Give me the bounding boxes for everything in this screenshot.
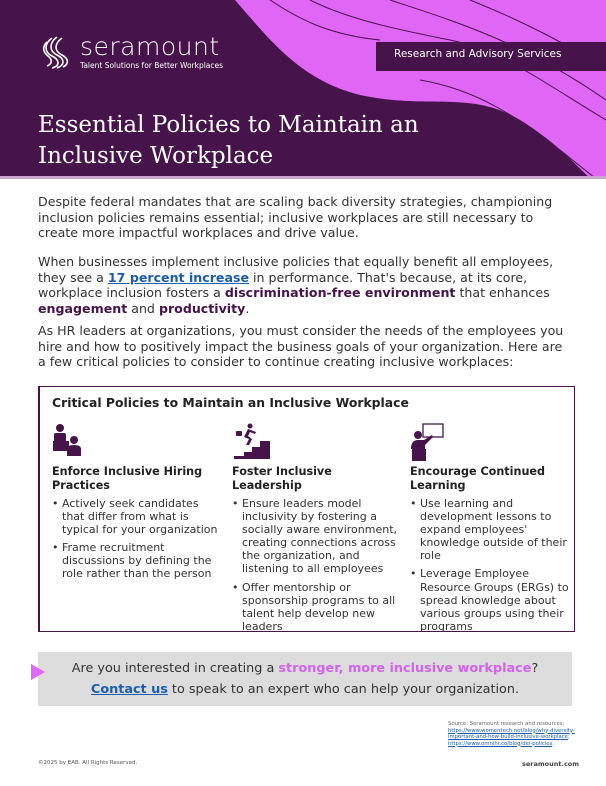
- text: ?: [531, 661, 539, 676]
- site-url: seramount.com: [522, 760, 580, 768]
- logo-mark-icon: [38, 34, 74, 70]
- source-link-1[interactable]: https://www.womentech.net/blog/why-diversity-important-and-how-build-inclusive-workplace: [448, 727, 575, 740]
- cta-line-1: [38, 658, 572, 679]
- stairs-climb-icon: [232, 423, 402, 459]
- intro-paragraph-1: Despite federal mandates that are scaling back diversity strategies, championing inclusion policies remains essential; inclusive workplaces are still necessary to create more impactful workplaces and drive value.: [38, 194, 553, 240]
- header-banner: [0, 0, 606, 178]
- emphasis: discrimination-free environment: [224, 285, 456, 300]
- policies-title: Critical Policies to Maintain an Inclusive Workplace: [52, 395, 409, 410]
- policies-box: [38, 386, 575, 632]
- emphasis: engagement: [38, 300, 128, 316]
- source-note: [448, 721, 578, 747]
- presenter-icon: [410, 423, 580, 459]
- copyright: ©2025 by EAB. All Rights Reserved.: [38, 760, 138, 766]
- interview-icon: [52, 423, 222, 459]
- text: to speak to an expert who can help your organization.: [167, 682, 520, 697]
- box-left-border: [38, 386, 40, 632]
- text: and: [127, 300, 159, 316]
- policy-bullet: • Ensure leaders model inclusivity by fostering a socially aware environment, creating connections across the organization, and listening to all employees: [232, 497, 402, 576]
- logo-tagline: Talent Solutions for Better Workplaces: [80, 61, 224, 70]
- text: When businesses implement inclusive policies that equally benefit all employees, they see a: [38, 254, 554, 285]
- policy-column-hiring: [52, 423, 222, 586]
- policy-bullet: • Leverage Employee Resource Groups (ERGs) to spread knowledge about various groups using their programs: [410, 567, 580, 632]
- page-title: [38, 110, 419, 172]
- stat-link[interactable]: 17 percent increase: [107, 269, 249, 285]
- cta-line-2: [38, 679, 572, 700]
- policy-heading: Foster Inclusive Leadership: [232, 465, 332, 492]
- source-link-2[interactable]: https://www.omnihr.co/blog/dei-policies: [448, 740, 553, 747]
- policy-bullet: • Use learning and development lessons to expand employees' knowledge outside of their role: [410, 497, 580, 562]
- intro-paragraph-3: As HR leaders at organizations, you must consider the needs of the employees you hire and how to positively impact the business goals of your organization. Here are a few critical policies to consider to continue creating inclusive workplaces:: [38, 323, 564, 369]
- policy-heading: Enforce Inclusive Hiring Practices: [52, 465, 203, 492]
- policy-bullet: • Offer mentorship or sponsorship programs to all talent help develop new leaders: [232, 581, 402, 633]
- logo-name: seramount: [80, 32, 220, 61]
- policy-column-learning: [410, 423, 580, 638]
- text: that enhances: [455, 285, 550, 300]
- intro-paragraph-2: [38, 254, 573, 316]
- emphasis: productivity: [158, 300, 246, 316]
- text: Are you interested in creating a: [71, 661, 279, 676]
- header-divider: [0, 176, 606, 179]
- triangle-marker-icon: [31, 664, 45, 680]
- service-label: Research and Advisory Services: [376, 42, 606, 71]
- text: .: [245, 300, 250, 316]
- policy-column-leadership: [232, 423, 402, 638]
- seramount-logo: [38, 34, 223, 70]
- policy-heading: Encourage Continued Learning: [410, 465, 546, 492]
- title-line-1: Essential Policies to Maintain an: [38, 112, 419, 138]
- policy-bullet: • Frame recruitment discussions by defining the role rather than the person: [52, 541, 222, 580]
- title-line-2: Inclusive Workplace: [38, 143, 274, 169]
- contact-us-link[interactable]: Contact us: [90, 682, 168, 697]
- text: .: [552, 740, 554, 747]
- text: ;: [567, 734, 570, 740]
- cta-banner: [38, 652, 572, 706]
- cta-highlight: stronger, more inclusive workplace: [278, 661, 532, 676]
- text: Source: Seramount research and resources;: [448, 721, 565, 727]
- text: in performance. That's because, at its core, workplace inclusion fosters a: [38, 269, 528, 300]
- policy-bullet: • Actively seek candidates that differ from what is typical for your organization: [52, 497, 222, 536]
